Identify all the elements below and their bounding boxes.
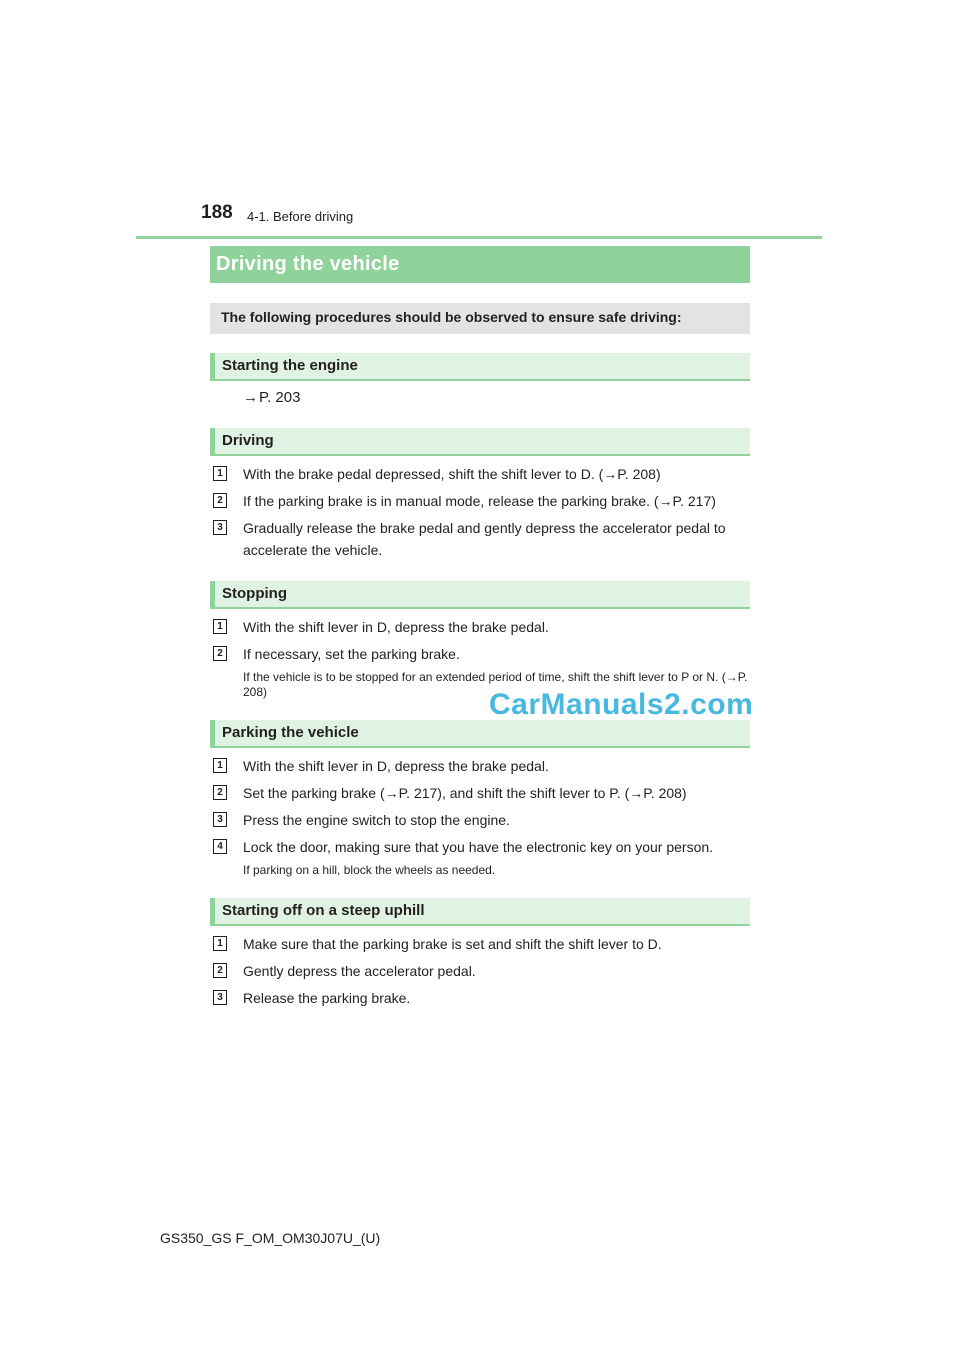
step-text: Gently depress the accelerator pedal. <box>243 963 476 979</box>
step-item <box>210 809 750 831</box>
section-label: 4-1. Before driving <box>247 209 354 224</box>
step-text: With the brake pedal depressed, shift the shift lever to D. (→P. 208) <box>243 466 661 482</box>
step-number-badge: 1 <box>213 936 227 951</box>
step-text: With the shift lever in D, depress the brake pedal. <box>243 758 549 774</box>
stopping-note: If the vehicle is to be stopped for an extended period of time, shift the shift lever to P or N. (→P. 208) <box>243 670 748 699</box>
step-item <box>210 643 750 665</box>
watermark: CarManuals2.com <box>489 688 754 721</box>
step-text: Make sure that the parking brake is set and shift the shift lever to D. <box>243 936 662 952</box>
page-reference <box>210 388 750 408</box>
stopping-steps <box>210 616 750 665</box>
step-number-badge: 1 <box>213 466 227 481</box>
subheading-parking: Parking the vehicle <box>210 720 750 748</box>
step-number-badge: 2 <box>213 493 227 508</box>
subheading-starting-engine: Starting the engine <box>210 353 750 381</box>
step-item <box>210 960 750 982</box>
page-title: Driving the vehicle <box>210 246 750 283</box>
step-number-badge: 4 <box>213 839 227 854</box>
step-number-badge: 2 <box>213 785 227 800</box>
footer-doc-code: GS350_GS F_OM_OM30J07U_(U) <box>160 1230 381 1246</box>
step-text: If necessary, set the parking brake. <box>243 646 460 662</box>
arrow-right-icon: → <box>243 389 258 406</box>
uphill-steps <box>210 933 750 1009</box>
driving-steps <box>210 463 750 561</box>
subheading-steep-uphill: Starting off on a steep uphill <box>210 898 750 926</box>
step-item <box>210 933 750 955</box>
step-item <box>210 782 750 804</box>
step-text: Set the parking brake (→P. 217), and shift the shift lever to P. (→P. 208) <box>243 785 687 801</box>
step-text: With the shift lever in D, depress the brake pedal. <box>243 619 549 635</box>
step-item <box>210 755 750 777</box>
step-text: Release the parking brake. <box>243 990 411 1006</box>
step-number-badge: 3 <box>213 520 227 535</box>
step-number-badge: 3 <box>213 812 227 827</box>
step-text: Lock the door, making sure that you have the electronic key on your person. <box>243 839 714 855</box>
parking-steps <box>210 755 750 858</box>
step-number-badge: 3 <box>213 990 227 1005</box>
step-item <box>210 463 750 485</box>
step-item <box>210 490 750 512</box>
step-number-badge: 2 <box>213 646 227 661</box>
page-number: 188 <box>201 202 233 223</box>
parking-note: If parking on a hill, block the wheels as needed. <box>243 863 496 877</box>
step-text: Press the engine switch to stop the engine. <box>243 812 510 828</box>
page-content <box>210 246 750 1014</box>
step-number-badge: 1 <box>213 619 227 634</box>
step-item <box>210 517 750 561</box>
step-item <box>210 836 750 858</box>
intro-text: The following procedures should be observed to ensure safe driving: <box>210 303 750 334</box>
step-item <box>210 987 750 1009</box>
subheading-stopping: Stopping <box>210 581 750 609</box>
reference-text: P. 203 <box>259 389 301 406</box>
step-number-badge: 1 <box>213 758 227 773</box>
step-item <box>210 616 750 638</box>
step-text: If the parking brake is in manual mode, release the parking brake. (→P. 217) <box>243 493 716 509</box>
page-header <box>136 202 822 239</box>
subheading-driving: Driving <box>210 428 750 456</box>
step-number-badge: 2 <box>213 963 227 978</box>
step-text: Gradually release the brake pedal and gently depress the accelerator pedal to accelerate the vehicle. <box>243 520 726 558</box>
